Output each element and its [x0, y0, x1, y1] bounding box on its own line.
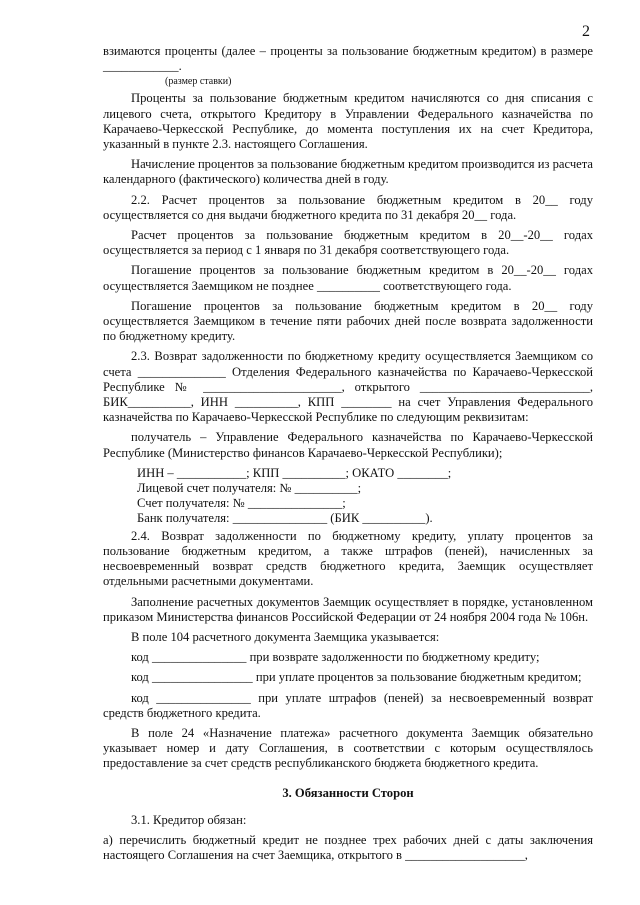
paragraph-recipient: получатель – Управление Федерального казначейства по Карачаево-Черкесской Республике (Министерство финансов Карачаево-Черкесской Республики);: [103, 430, 593, 460]
code-debt-repayment: код _______________ при возврате задолженности по бюджетному кредиту;: [131, 650, 540, 665]
paragraph-interest-repayment-years: Погашение процентов за пользование бюджетным кредитом в 20__-20__ годах осуществляется Заемщиком не позднее __________ соответствующего года.: [103, 263, 593, 293]
code-interest-payment: код ________________ при уплате процентов за пользование бюджетным кредитом;: [131, 670, 582, 685]
document-body: [103, 44, 593, 868]
paragraph-2-3: 2.3. Возврат задолженности по бюджетному кредиту осуществляется Заемщиком со счета ______________ Отделения Федерального казначейства по Карачаево-Черкесской Республике № ______________________, открытого ___________________________, БИК__________, ИНН __________, КПП ________ на счет Управления Федерального казначейства по Карачаево-Черкесской Республике по следующим реквизитам:: [103, 349, 593, 425]
paragraph-interest-calculation: Начисление процентов за пользование бюджетным кредитом производится из расчета календарного (фактического) количества дней в году.: [103, 157, 593, 187]
paragraph-2-4: 2.4. Возврат задолженности по бюджетному кредиту, уплату процентов за пользование бюджетным кредитом, а также штрафов (пеней), начисленных за несвоевременный возврат средств бюджетного кредита, Заемщик осуществляет отдельными расчетными документами.: [103, 528, 593, 589]
code-penalty-payment: код _______________ при уплате штрафов (пеней) за несвоевременный возврат средств бюджетного кредита.: [103, 690, 593, 720]
paragraph-3-1-a: а) перечислить бюджетный кредит не позднее трех рабочих дней с даты заключения настоящего Соглашения на счет Заемщика, открытого в ___________________,: [103, 832, 593, 863]
section-heading: 3. Обязанности Сторон: [282, 785, 414, 800]
paragraph-field-104: В поле 104 расчетного документа Заемщика указывается:: [131, 629, 440, 644]
paragraph-interest-accrual: Проценты за пользование бюджетным кредитом начисляются со дня списания с лицевого счета, открытого Кредитору в Управлении Федерального казначейства по Карачаево-Черкесской Республике, до момента поступления их на счет Кредитора, указанный в пункте 2.3. настоящего Соглашения.: [103, 91, 593, 152]
page-number: 2: [582, 23, 590, 40]
paragraph-interest-years: Расчет процентов за пользование бюджетным кредитом в 20__-20__ годах осуществляется за период с 1 января по 31 декабря соответствующего года.: [103, 228, 593, 258]
paragraph-3-1: 3.1. Кредитор обязан:: [131, 812, 247, 827]
requisite-personal-account: Лицевой счет получателя: № __________;: [137, 481, 362, 496]
paragraph-2-2: 2.2. Расчет процентов за пользование бюджетным кредитом в 20__ году осуществляется со дня выдачи бюджетного кредита по 31 декабря 20__ года.: [103, 192, 593, 222]
requisite-recipient-account: Счет получателя: № _______________;: [137, 496, 346, 511]
requisite-recipient-bank: Банк получателя: _______________ (БИК __________).: [137, 511, 433, 526]
paragraph-interest-repayment-final: Погашение процентов за пользование бюджетным кредитом в 20__ году осуществляется Заемщиком в течение пяти рабочих дней после возврата задолженности по бюджетному кредиту.: [103, 298, 593, 344]
paragraph-payment-documents: Заполнение расчетных документов Заемщик осуществляет в порядке, установленном приказом Министерства финансов Российской Федерации от 24 ноября 2004 года № 106н.: [103, 594, 593, 624]
rate-caption: (размер ставки): [165, 76, 232, 88]
paragraph-field-24: В поле 24 «Назначение платежа» расчетного документа Заемщик обязательно указывает номер и дату Соглашения, в соответствии с которым осуществлялось предоставление за счет средств республиканского бюджета бюджетного кредита.: [103, 725, 593, 771]
paragraph-interest-rate: взимаются проценты (далее – проценты за пользование бюджетным кредитом) в размере ____________.: [103, 44, 593, 74]
requisite-inn-kpp-okato: ИНН – ___________; КПП __________; ОКАТО ________;: [137, 465, 452, 480]
